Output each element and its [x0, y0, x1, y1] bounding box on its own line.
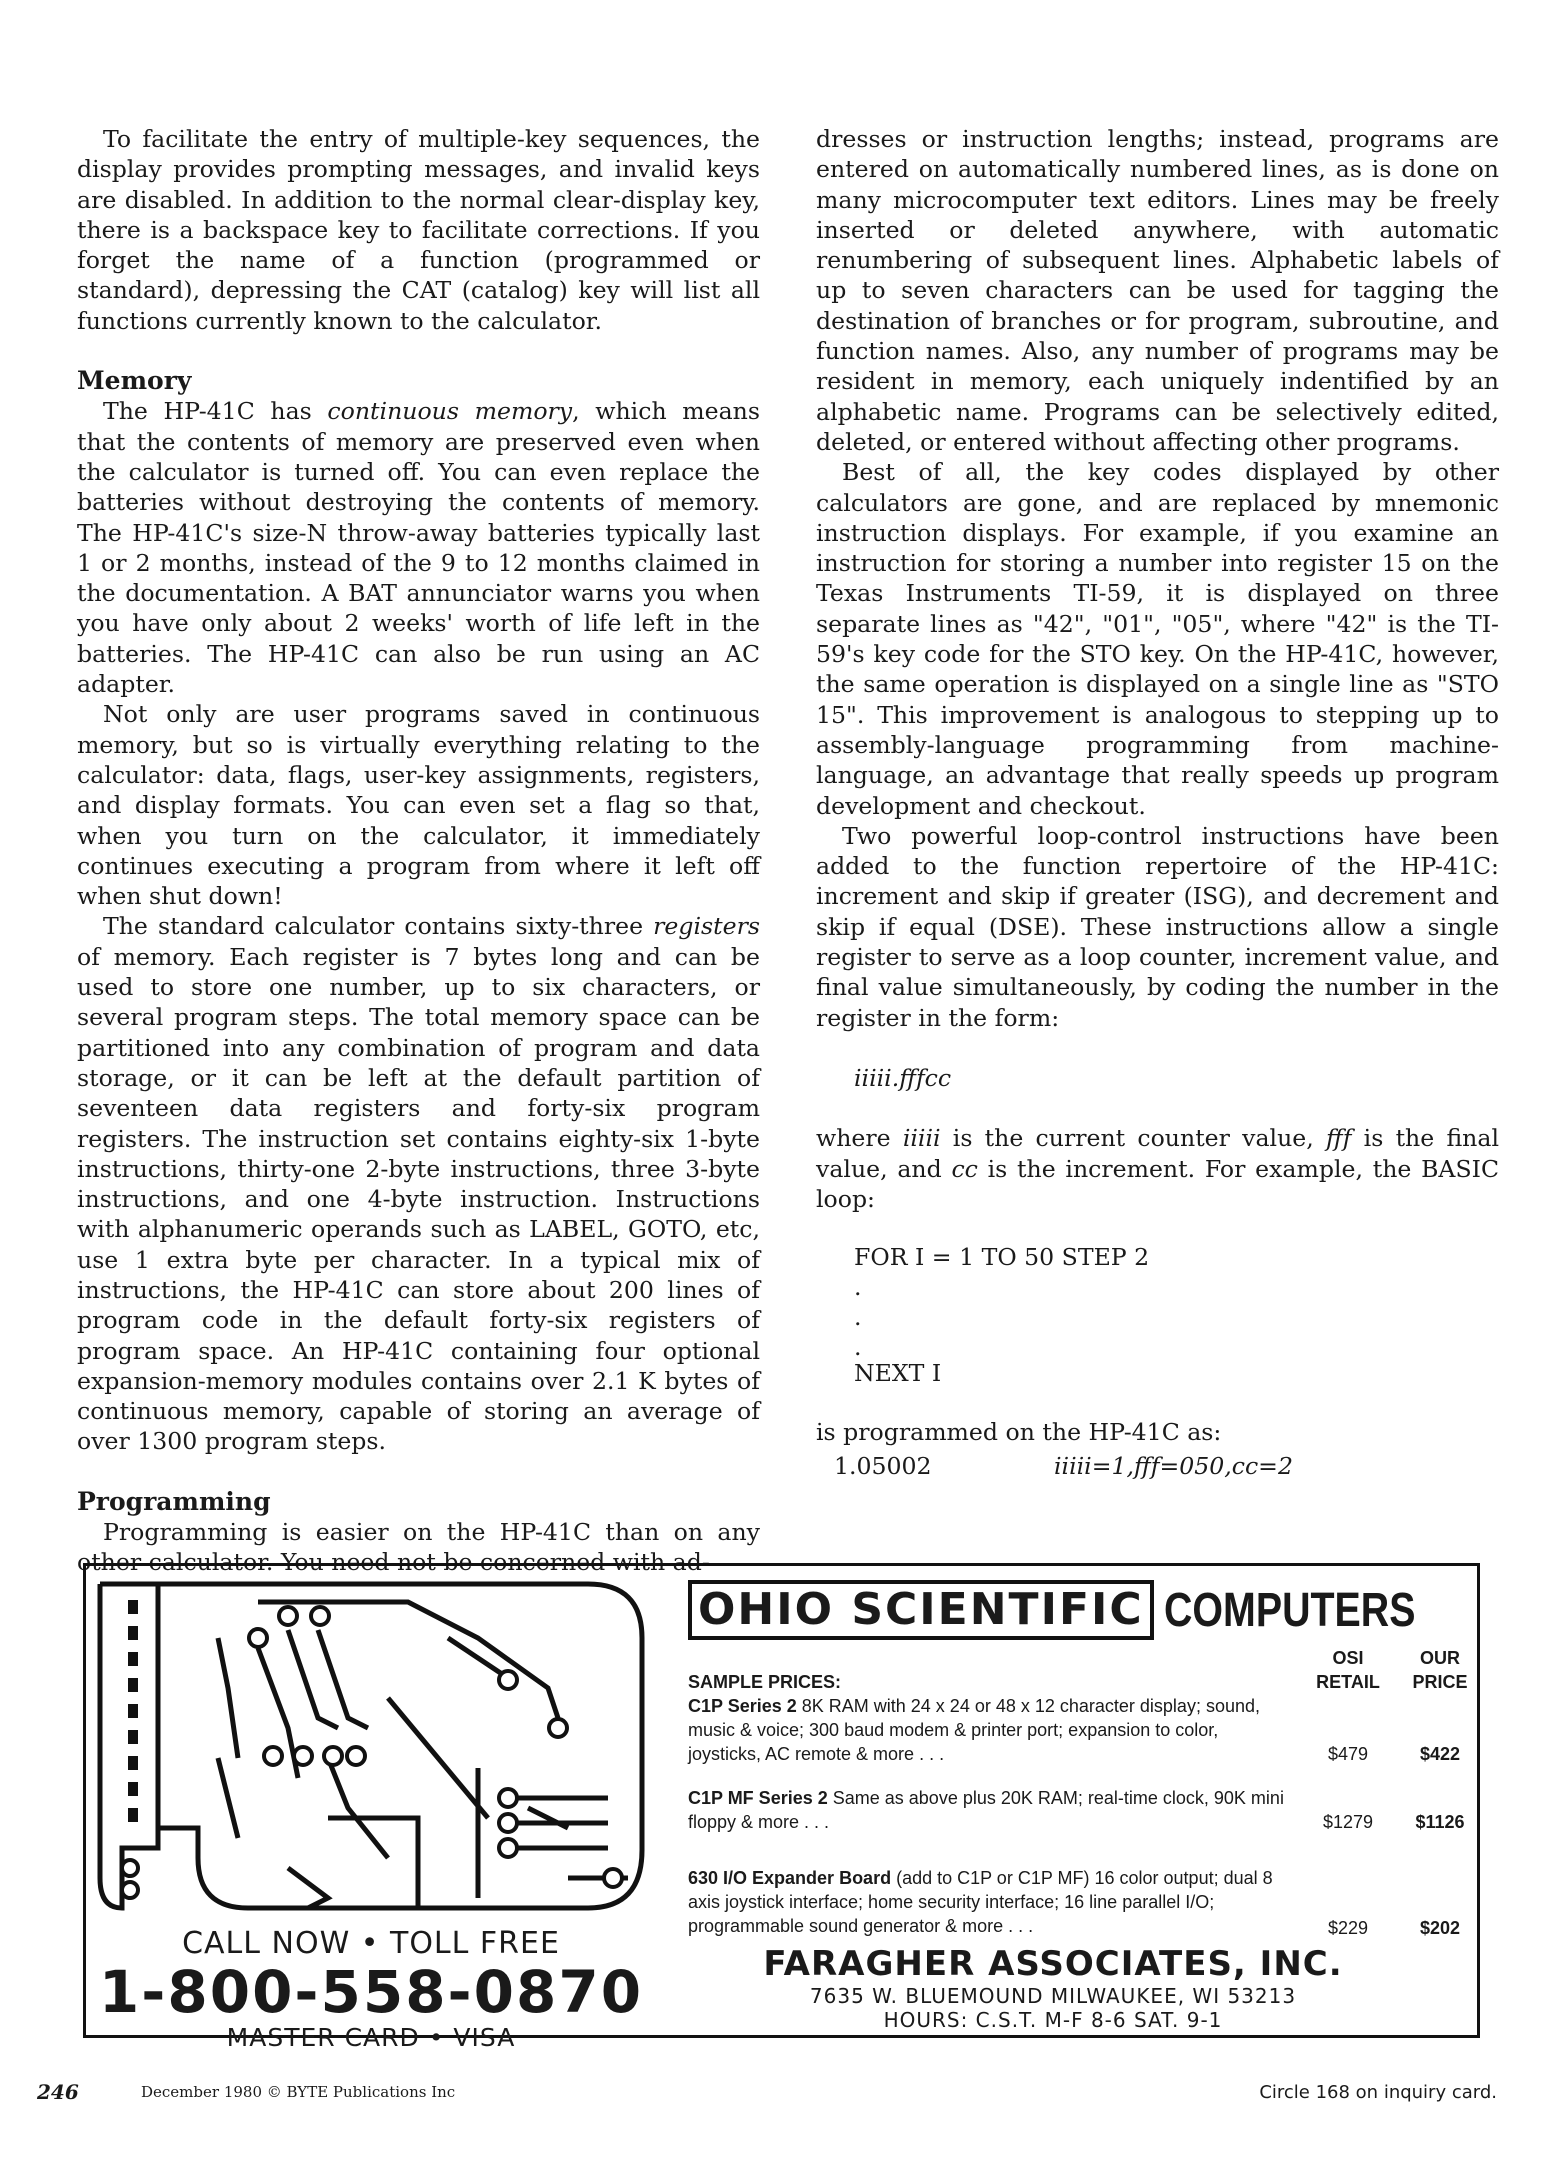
basic-for-line: FOR I = 1 TO 50 STEP 2	[854, 1243, 1150, 1272]
paragraph: Not only are user programs saved in continuous memory, but so is virtually everything relating to the calculator: data, flags, user-key assignments, registers, and display formats. You can even set a flag so that, when you turn on the calculator, it immediately continues executing a program from where it left off when shut down!	[77, 700, 760, 911]
code-comment: iiiii=1,fff=050,cc=2	[1054, 1451, 1293, 1480]
inquiry-card-note: Circle 168 on inquiry card.	[1259, 2082, 1497, 2103]
ellipsis-dot: .	[854, 1303, 862, 1332]
retail-price: $479	[1327, 1744, 1369, 1764]
price-item: C1P Series 2 8K RAM with 24 x 24 or 48 x 12 character display; sound, music & voice; 300 baud modem & printer port; expansion to color, joysticks, AC remote & more . . . $479 $422	[688, 1694, 1478, 1780]
paragraph: Programming is easier on the HP-41C than on any other calculator. You need not be concerned with ad-	[77, 1518, 760, 1577]
retail-price: $1279	[1322, 1812, 1374, 1832]
code-example	[816, 1451, 1499, 1481]
right-column	[816, 124, 1499, 1481]
payment-cards: MASTER CARD • VISA	[226, 2023, 516, 2052]
paragraph: The standard calculator contains sixty-three registers of memory. Each register is 7 bytes long and can be used to store one number, up to six characters, or several program steps. The total memory space can be partitioned into any combination of program and data storage, or it can be left at the default partition of seventeen data registers and forty-six program registers. The instruction set contains eighty-six 1-byte instructions, thirty-one 2-byte instructions, three 3-byte instructions, and one 4-byte instruction. Instructions with alphanumeric operands such as LABEL, GOTO, etc, use 1 extra byte per character. In a typical mix of instructions, the HP-41C can store about 200 lines of program code in the default forty-six registers of program space. An HP-41C containing four optional expansion-memory modules contains over 2.1 K bytes of continuous memory, capable of storing an average of over 1300 program steps.	[77, 912, 760, 1456]
our-price: $202	[1419, 1918, 1461, 1938]
company-address: 7635 W. BLUEMOUND MILWAUKEE, WI 53213	[809, 1984, 1297, 2008]
ellipsis-dot: .	[854, 1333, 862, 1362]
our-price-header: OUR PRICE	[1412, 1648, 1468, 1692]
ohio-scientific-logo: OHIO SCIENTIFIC	[688, 1580, 1154, 1640]
price-item: C1P MF Series 2 Same as above plus 20K RAM; real-time clock, 90K mini floppy & more . . . $1279 $1126	[688, 1786, 1478, 1866]
company-hours: HOURS: C.S.T. M-F 8-6 SAT. 9-1	[883, 2008, 1223, 2032]
paragraph: Best of all, the key codes displayed by other calculators are gone, and are replaced by mnemonic instruction displays. For example, if you examine an instruction for storing a number into register 15 on the Texas Instruments TI-59, it is displayed on three separate lines as "42", "01", "05", where "42" is the TI-59's key code for the STO key. On the HP-41C, however, the same operation is displayed on a single line as "STO 15". This improvement is analogous to stepping up to assembly-language programming from machine-language, an advantage that really speeds up program development and checkout.	[816, 458, 1499, 820]
price-item: 630 I/O Expander Board (add to C1P or C1P MF) 16 color output; dual 8 axis joystick interface; home security interface; 16 line parallel I/O; programmable sound generator & more . . . $229 $202	[688, 1866, 1478, 1944]
call-now-text: CALL NOW • TOLL FREE	[182, 1926, 560, 1961]
paragraph: is programmed on the HP-41C as:	[816, 1417, 1222, 1446]
computers-heading: COMPUTERS	[1163, 1583, 1416, 1637]
code-value: 1.05002	[834, 1451, 932, 1480]
page-number: 246	[37, 2080, 79, 2104]
ellipsis-dot: .	[854, 1273, 862, 1302]
dealer-info	[688, 1944, 1418, 2032]
paragraph: dresses or instruction lengths; instead, programs are entered on automatically numbered lines, as is done on many microcomputer text editors. Lines may be freely inserted or deleted anywhere, with automatic renumbering of subsequent lines. Alphabetic labels of up to seven characters can be used for tagging the destination of branches or for program, subroutine, and function names. Also, any number of programs may be resident in memory, each uniquely indentified by an alphabetic name. Programs can be selectively edited, deleted, or entered without affecting other programs.	[816, 125, 1499, 456]
date-line: December 1980 © BYTE Publications Inc	[141, 2083, 456, 2101]
osi-price-list	[688, 1580, 1478, 2032]
call-block	[86, 1926, 656, 2052]
our-price: $422	[1419, 1744, 1461, 1764]
left-column	[77, 124, 760, 1578]
sample-prices-label: SAMPLE PRICES:	[688, 1672, 842, 1692]
our-price: $1126	[1415, 1812, 1465, 1832]
paragraph: To facilitate the entry of multiple-key sequences, the display provides prompting messages, and invalid keys are disabled. In addition to the normal clear-display key, there is a backspace key to facilitate corrections. If you forget the name of a function (programmed or standard), depressing the CAT (catalog) key will list all functions currently known to the calculator.	[77, 125, 760, 335]
osi-retail-header: OSI RETAIL	[1316, 1648, 1380, 1692]
paragraph: The HP-41C has continuous memory, which means that the contents of memory are preserved even when the calculator is turned off. You can even replace the batteries without destroying the contents of memory. The HP-41C's size-N throw-away batteries typically last 1 or 2 months, instead of the 9 to 12 months claimed in the documentation. A BAT annunciator warns you when you have only about 2 weeks' worth of life left in the batteries. The HP-41C can also be run using an AC adapter.	[77, 397, 760, 699]
retail-price: $229	[1327, 1918, 1369, 1938]
paragraph: Two powerful loop-control instructions have been added to the function repertoire of the HP-41C: increment and skip if greater (ISG), and decrement and skip if equal (DSE). These instructions allow a single register to serve as a loop counter, increment value, and final value simultaneously, by coding the number in the register in the form:	[816, 821, 1499, 1032]
company-name: FARAGHER ASSOCIATES, INC.	[763, 1944, 1343, 1984]
memory-heading: Memory	[77, 366, 192, 396]
phone-number: 1-800-558-0870	[98, 1958, 644, 2026]
paragraph: where iiiii is the current counter value, fff is the final value, and cc is the increment. For example, the BASIC loop:	[816, 1124, 1500, 1213]
advertisement	[83, 1563, 1480, 2052]
programming-heading: Programming	[77, 1486, 271, 1516]
form-example: iiiii.fffcc	[854, 1063, 952, 1092]
basic-next-line: NEXT I	[854, 1359, 942, 1388]
circuit-board-graphic	[88, 1578, 646, 1928]
